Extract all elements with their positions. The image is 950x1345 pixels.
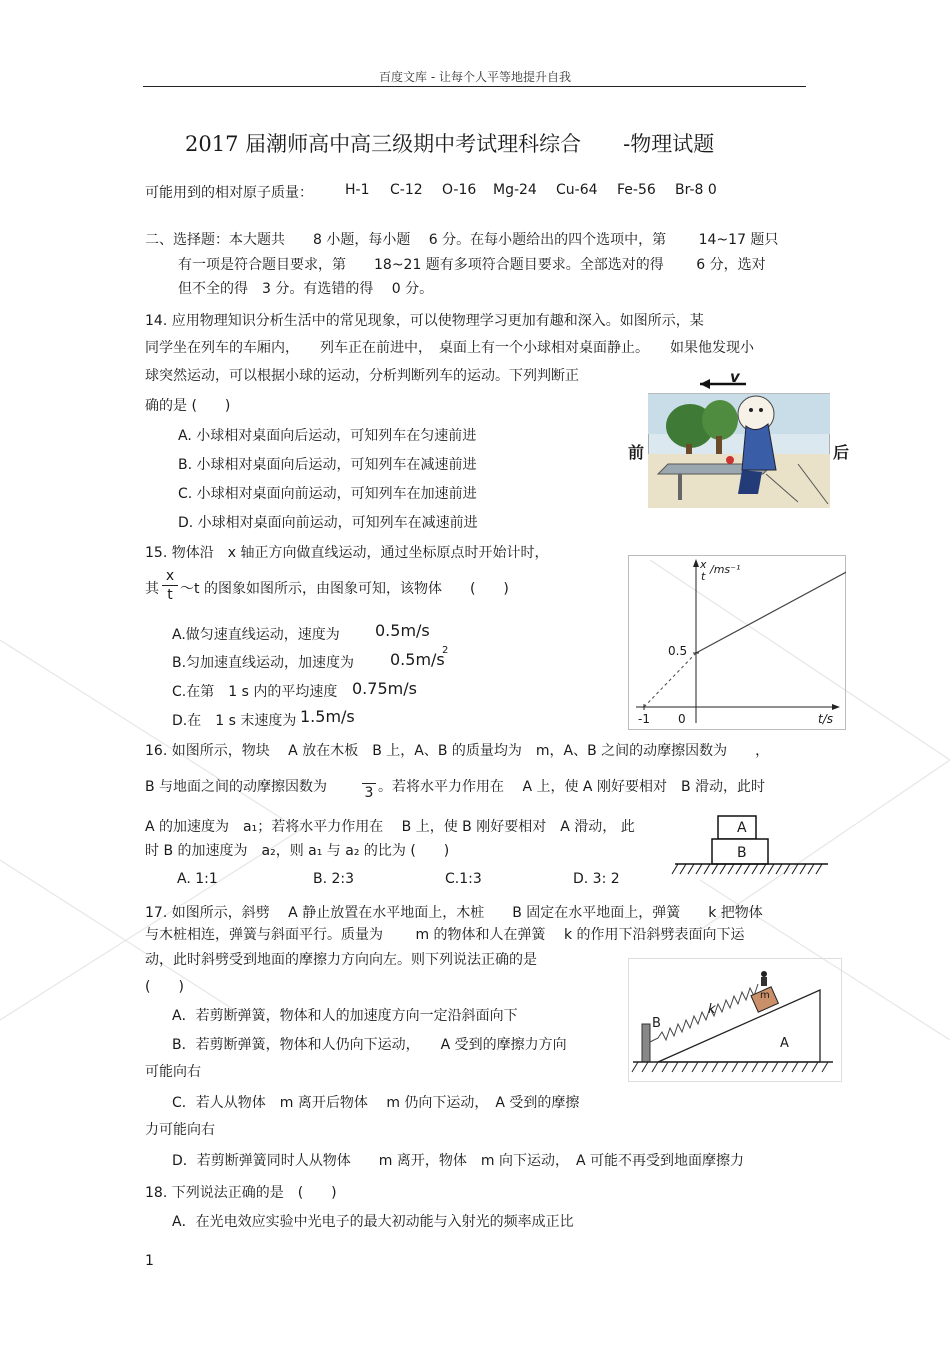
q15-line-2-post: ～t 的图象如图所示，由图象可知，该物体 ( ) <box>180 581 509 597</box>
q17-line-1: 17. 如图所示，斜劈 A 静止放置在水平地面上，木桩 B 固定在水平地面上，弹簧 k 把物体 <box>145 905 763 921</box>
q16-line-2-post: 。若将水平力作用在 A 上，使 A 刚好要相对 B 滑动，此时 <box>378 779 766 795</box>
q14-fig-v-label: v <box>730 368 740 386</box>
atomic-mass-h: H-1 <box>345 182 370 198</box>
q15-graph-ylabel-den: t <box>701 570 706 583</box>
q17-option-c-line-1: C．若人从物体 m 离开后物体 m 仍向下运动， A 受到的摩擦 <box>172 1095 580 1111</box>
q16-line-4: 时 B 的加速度为 a₂，则 a₁ 与 a₂ 的比为 ( ) <box>145 843 450 859</box>
q15-option-d-value: 1.5m/s <box>300 707 355 726</box>
q14-line-4: 确的是 ( ) <box>145 398 231 414</box>
q18-option-a: A．在光电效应实验中光电子的最大初动能与入射光的频率成正比 <box>172 1214 574 1230</box>
q14-train-figure <box>648 374 830 508</box>
q15-fraction-num: x <box>165 568 175 584</box>
q16-option-b: B. 2:3 <box>313 871 355 887</box>
q17-fig-label-b: B <box>652 1016 661 1031</box>
q17-fig-label-m: m <box>760 990 770 1001</box>
q14-option-a: A. 小球相对桌面向后运动，可知列车在匀速前进 <box>178 428 477 444</box>
atomic-mass-mg: Mg-24 <box>493 182 537 198</box>
q15-graph-yunit: /ms⁻¹ <box>710 563 741 576</box>
q17-line-2: 与木桩相连，弹簧与斜面平行。质量为 m 的物体和人在弹簧 k 的作用下沿斜劈表面向下运 <box>145 927 745 943</box>
q15-line-1: 15. 物体沿 x 轴正方向做直线运动，通过坐标原点时开始计时， <box>145 545 549 561</box>
page-header: 百度文库 - 让每个人平等地提升自我 <box>379 70 571 84</box>
header-rule <box>143 86 806 87</box>
q15-data-line <box>696 569 846 653</box>
q14-line-3: 球突然运动，可以根据小球的运动，分析判断列车的运动。下列判断正 <box>145 368 579 384</box>
section-2-line-3: 但不全的得 3 分。有选错的得 0 分。 <box>178 281 434 297</box>
q15-option-b-superscript: 2 <box>442 645 449 656</box>
q17-option-c-line-2: 力可能向右 <box>145 1122 215 1138</box>
q16-fig-block-b: B <box>737 845 747 861</box>
q15-x-arrow <box>832 704 840 710</box>
q16-blocks-figure <box>670 808 830 878</box>
q15-option-c-value: 0.75m/s <box>352 679 417 698</box>
q15-graph <box>628 555 846 730</box>
q16-line-1: 16. 如图所示，物块 A 放在木板 B 上，A、B 的质量均为 m，A、B 之间的动摩擦因数为 ， <box>145 743 770 759</box>
q16-option-a: A. 1:1 <box>177 871 218 887</box>
q17-option-b-line-2: 可能向右 <box>145 1064 201 1080</box>
q15-graph-xlabel: t/s <box>818 712 833 726</box>
q15-dashed-segment <box>644 653 696 707</box>
q15-fraction <box>162 568 178 603</box>
q16-fraction <box>362 770 376 801</box>
q17-line-3: 动，此时斜劈受到地面的摩擦力方向向左。则下列说法正确的是 <box>145 952 537 968</box>
q17-option-a: A．若剪断弹簧，物体和人的加速度方向一定沿斜面向下 <box>172 1008 518 1024</box>
q14-line-2: 同学坐在列车的车厢内， 列车正在前进中， 桌面上有一个小球相对桌面静止。 如果他发现小 <box>145 340 754 356</box>
q17-option-d: D．若剪断弹簧同时人从物体 m 离开，物体 m 向下运动， A 可能不再受到地面摩擦力 <box>172 1153 744 1169</box>
q16-option-d: D. 3: 2 <box>573 871 620 887</box>
q14-fig-back-label: 后 <box>833 443 850 462</box>
q15-graph-origin-label: 0 <box>678 712 686 726</box>
q16-fraction-den: 3 <box>364 785 374 801</box>
q15-option-b: B.匀加速直线运动，加速度为 <box>172 655 355 671</box>
atomic-mass-label: 可能用到的相对原子质量： <box>145 185 313 201</box>
page-title: 2017 届潮师高中高三级期中考试理科综合 -物理试题 <box>185 132 715 156</box>
q16-line-2-pre: B 与地面之间的动摩擦因数为 <box>145 779 328 795</box>
q15-y-arrow <box>693 559 699 567</box>
page-number: 1 <box>145 1253 154 1269</box>
atomic-mass-cu: Cu-64 <box>556 182 598 198</box>
atomic-mass-o: O-16 <box>442 182 477 198</box>
q17-fig-label-a: A <box>780 1036 789 1051</box>
q14-option-d: D. 小球相对桌面向前运动，可知列车在减速前进 <box>178 515 478 531</box>
q15-graph-xneg-label: -1 <box>638 712 650 726</box>
q15-fraction-den: t <box>167 587 173 603</box>
section-2-line-1: 二、选择题：本大题共 8 小题，每小题 6 分。在每小题给出的四个选项中，第 14~17 题只 <box>145 232 779 248</box>
atomic-mass-fe: Fe-56 <box>617 182 656 198</box>
q16-option-c: C.1:3 <box>445 871 482 887</box>
q15-option-c: C.在第 1 s 内的平均速度 <box>172 684 338 700</box>
q18-line-1: 18. 下列说法正确的是 ( ) <box>145 1185 337 1201</box>
q14-option-c: C. 小球相对桌面向前运动，可知列车在加速前进 <box>178 486 477 502</box>
q15-line-2-pre: 其 <box>145 581 159 597</box>
atomic-mass-br: Br-8 0 <box>675 182 717 198</box>
q15-option-a-value: 0.5m/s <box>375 621 430 640</box>
q16-line-3: A 的加速度为 a₁；若将水平力作用在 B 上，使 B 刚好要相对 A 滑动， 此 <box>145 819 635 835</box>
q14-option-b: B. 小球相对桌面向后运动，可知列车在减速前进 <box>178 457 477 473</box>
q17-fig-label-k: k <box>708 1002 716 1017</box>
q15-graph-ylabel-num: x <box>700 558 707 571</box>
q16-fig-block-a: A <box>737 820 747 836</box>
q17-option-b-line-1: B．若剪断弹簧，物体和人仍向下运动， A 受到的摩擦力方向 <box>172 1037 567 1053</box>
section-2-line-2: 有一项是符合题目要求，第 18~21 题有多项符合题目要求。全部选对的得 6 分，选对 <box>178 257 766 273</box>
q15-option-b-value: 0.5m/s <box>390 650 445 669</box>
q14-line-1: 14. 应用物理知识分析生活中的常见现象，可以使物理学习更加有趣和深入。如图所示，某 <box>145 313 704 329</box>
q17-line-4: ( ) <box>145 979 184 995</box>
atomic-mass-c: C-12 <box>390 182 423 198</box>
q14-fig-front-label: 前 <box>628 443 645 462</box>
q15-option-d: D.在 1 s 末速度为 <box>172 713 297 729</box>
q15-graph-ytick-label: 0.5 <box>668 644 688 658</box>
q15-option-a: A.做匀速直线运动，速度为 <box>172 627 340 643</box>
